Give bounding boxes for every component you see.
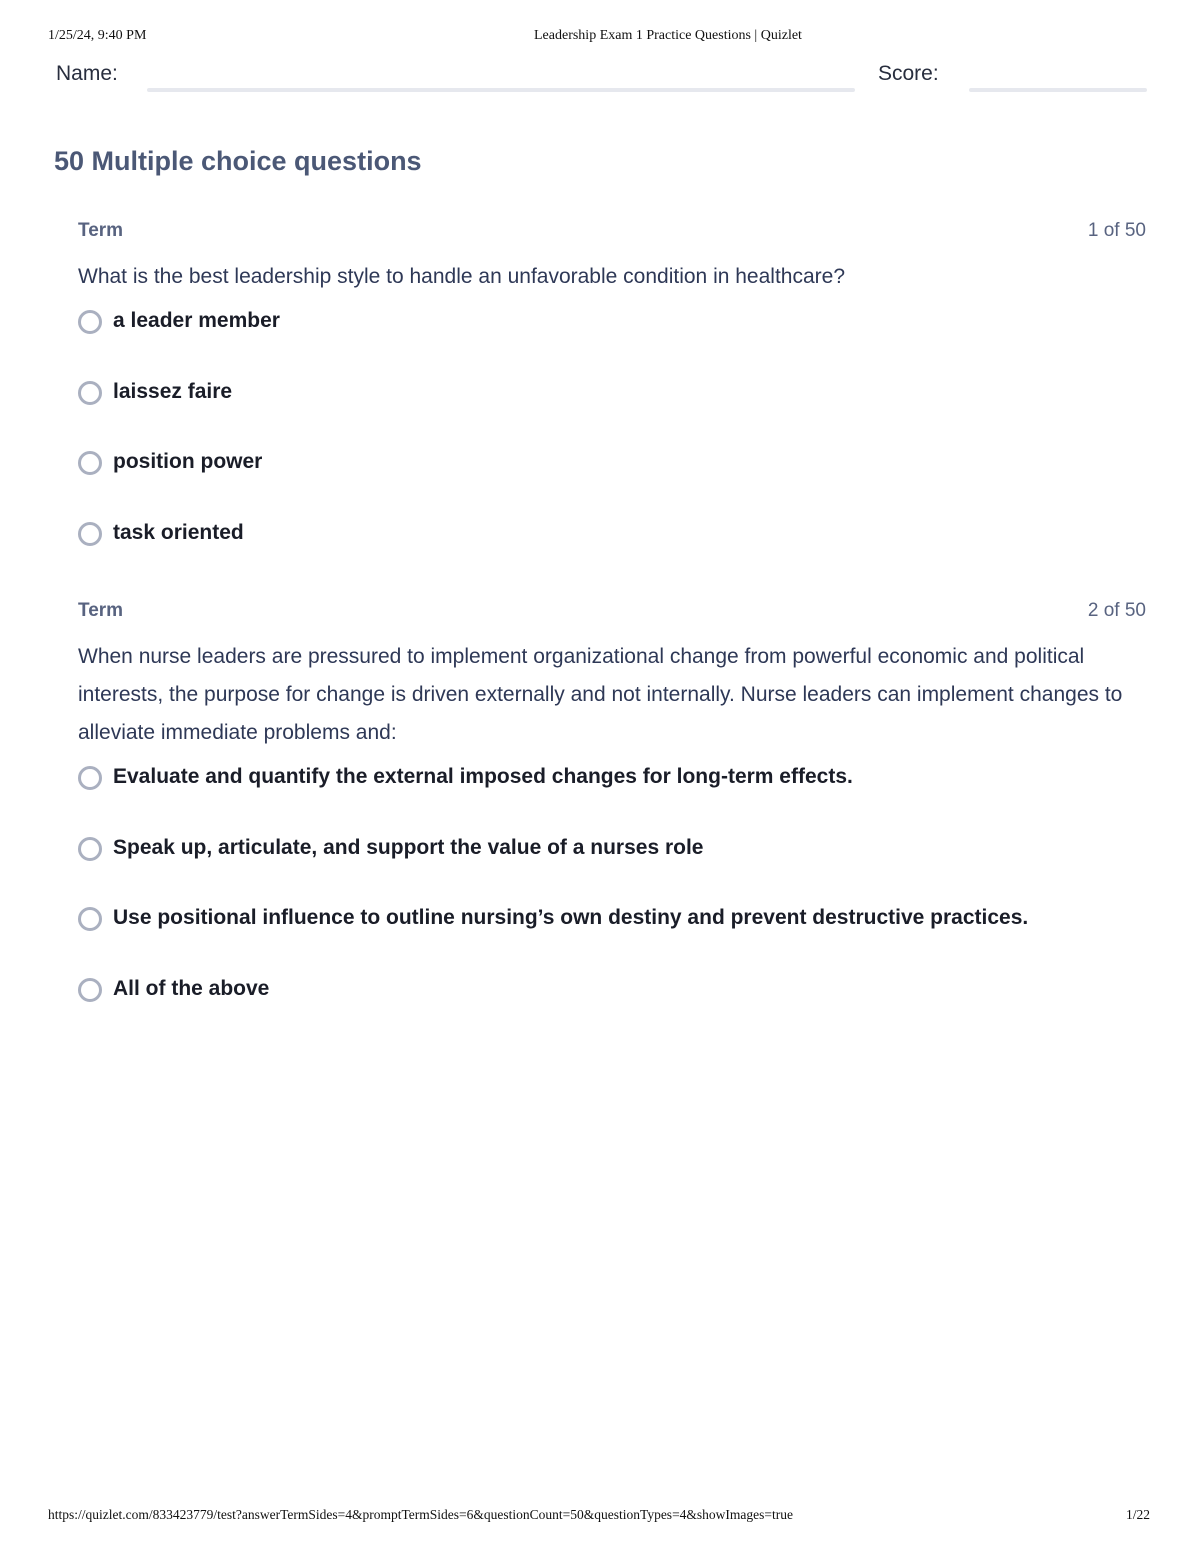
name-score-row [56, 60, 1148, 94]
question-card [78, 600, 1146, 1048]
radio-button-icon[interactable] [78, 451, 102, 475]
score-label: Score: [878, 62, 939, 85]
answer-option-label: Use positional influence to outline nursing’s own destiny and prevent destructive practices. [113, 906, 1029, 929]
print-header [48, 28, 1152, 48]
answer-options [78, 766, 1146, 1048]
question-header [78, 220, 1146, 248]
radio-button-icon[interactable] [78, 766, 102, 790]
question-counter: 1 of 50 [1087, 220, 1146, 241]
answer-option-label: Speak up, articulate, and support the value of a nurses role [113, 835, 704, 859]
answer-option-label: position power [113, 450, 263, 473]
score-field[interactable] [969, 88, 1147, 92]
answer-option[interactable] [78, 766, 1146, 837]
answer-option-label: a leader member [113, 309, 280, 332]
answer-option-label: Evaluate and quantify the external imposed changes for long-term effects. [113, 765, 853, 788]
answer-option[interactable] [78, 381, 1146, 452]
radio-button-icon[interactable] [78, 522, 102, 546]
answer-options [78, 310, 1146, 592]
print-datetime: 1/25/24, 9:40 PM [48, 28, 147, 43]
radio-button-icon[interactable] [78, 907, 102, 931]
term-label: Term [78, 600, 124, 621]
print-footer [48, 1507, 1152, 1527]
answer-option[interactable] [78, 451, 1146, 522]
answer-option[interactable] [78, 978, 1146, 1049]
question-header [78, 600, 1146, 628]
page-number: 1/22 [1125, 1507, 1150, 1522]
name-field[interactable] [147, 88, 855, 92]
radio-button-icon[interactable] [78, 381, 102, 405]
question-card [78, 220, 1146, 592]
radio-button-icon[interactable] [78, 310, 102, 334]
answer-option-label: task oriented [113, 520, 244, 544]
print-page-title: Leadership Exam 1 Practice Questions | Quizlet [534, 28, 802, 43]
answer-option-label: All of the above [113, 976, 270, 1000]
radio-button-icon[interactable] [78, 837, 102, 861]
answer-option[interactable] [78, 837, 1146, 908]
answer-option[interactable] [78, 522, 1146, 593]
answer-option-label: laissez faire [113, 379, 233, 403]
name-label: Name: [56, 62, 118, 85]
answer-option[interactable] [78, 907, 1146, 978]
print-url: https://quizlet.com/833423779/test?answerTermSides=4&promptTermSides=6&questionCount=50&questionTypes=4&showImages=true [48, 1507, 794, 1522]
radio-button-icon[interactable] [78, 978, 102, 1002]
question-prompt: When nurse leaders are pressured to implement organizational change from powerful economic and political interests, the purpose for change is driven externally and not internally. Nurse leaders can implement changes to alleviate immediate problems and: [78, 645, 1123, 744]
question-prompt: What is the best leadership style to handle an unfavorable condition in healthcare? [78, 265, 845, 288]
answer-option[interactable] [78, 310, 1146, 381]
question-counter: 2 of 50 [1087, 600, 1146, 621]
section-heading: 50 Multiple choice questions [54, 146, 422, 176]
term-label: Term [78, 220, 124, 241]
